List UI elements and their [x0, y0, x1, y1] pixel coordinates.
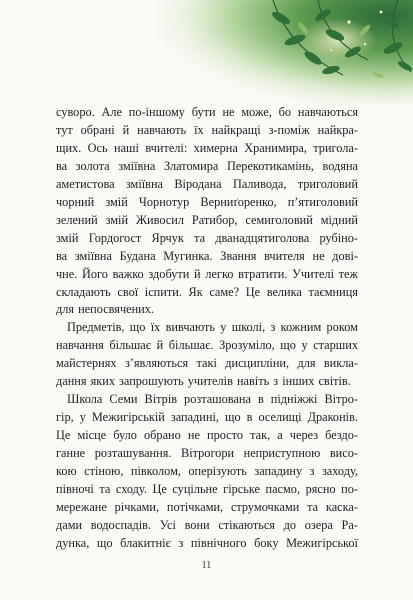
- leafy-branches-icon: [153, 0, 413, 105]
- text-line: чне. Його важко здобути й легко втратити. Учителі теж: [56, 266, 358, 281]
- text-line: дунка, що блакитніє з північного боку Межигірської: [56, 535, 358, 550]
- text-line: гір, у Межигірській западині, що в оселищі Драконів.: [56, 410, 358, 425]
- text-line: ва зміївна Будана Мугинка. Звання вчителя не дові-: [56, 248, 358, 263]
- text-line: ва золота зміївна Златомира Перекотикамінь, водяна: [56, 158, 358, 173]
- text-line: чорний змій Чорнотур Верниґоренко, п’ятиголовий: [56, 194, 358, 209]
- text-line: щих. Ось наші вчителі: химерна Хранимира, тригола-: [56, 140, 358, 155]
- text-line: навчання більшає й більшає. Зрозуміло, що у старших: [56, 338, 358, 353]
- text-line: для непосвячених.: [56, 302, 154, 317]
- text-line: кою стіною, півколом, оперізують западину з заходу,: [56, 464, 358, 479]
- text-line: аметистова зміївна Віродана Паливода, триголовий: [56, 176, 358, 191]
- text-line: ганне розташування. Вітрогори неприступною висо-: [56, 446, 358, 461]
- text-line: мережане річками, потічками, струмочками та каска-: [56, 499, 358, 514]
- text-line: тут обрані й навчають їх найкращі з-поміж найкра-: [56, 122, 358, 137]
- text-line: суворо. Але по-іншому бути не може, бо навчаються: [56, 105, 358, 119]
- text-line: майстернях з’являються такі дисципліни, для викла-: [56, 356, 358, 371]
- page-number: 11: [201, 560, 212, 571]
- text-line: дання яких запрошують учителів навіть з інших світів.: [56, 374, 351, 389]
- text-line: зелений змій Живосил Ратибор, семиголовий мідний: [56, 212, 358, 227]
- text-line: дами водоспадів. Усі вони стікаються до озера Ра-: [56, 517, 358, 532]
- text-line: Це місце було обрано не просто так, а через бездо-: [56, 428, 358, 443]
- text-line: Школа Семи Вітрів розташована в підніжжі Вітро-: [67, 392, 358, 407]
- text-line: змій Гордогост Ярчук та дванадцятиголова рубіно-: [56, 230, 358, 245]
- text-line: півночі та сходу. Це суцільне гірське пасмо, рясно по-: [56, 482, 358, 497]
- text-line: Предметів, що їх вивчають у школі, з кожним роком: [67, 320, 358, 335]
- main-text: [56, 104, 358, 553]
- text-line: складають свої іспити. Як саме? Це велика таємниця: [56, 284, 358, 299]
